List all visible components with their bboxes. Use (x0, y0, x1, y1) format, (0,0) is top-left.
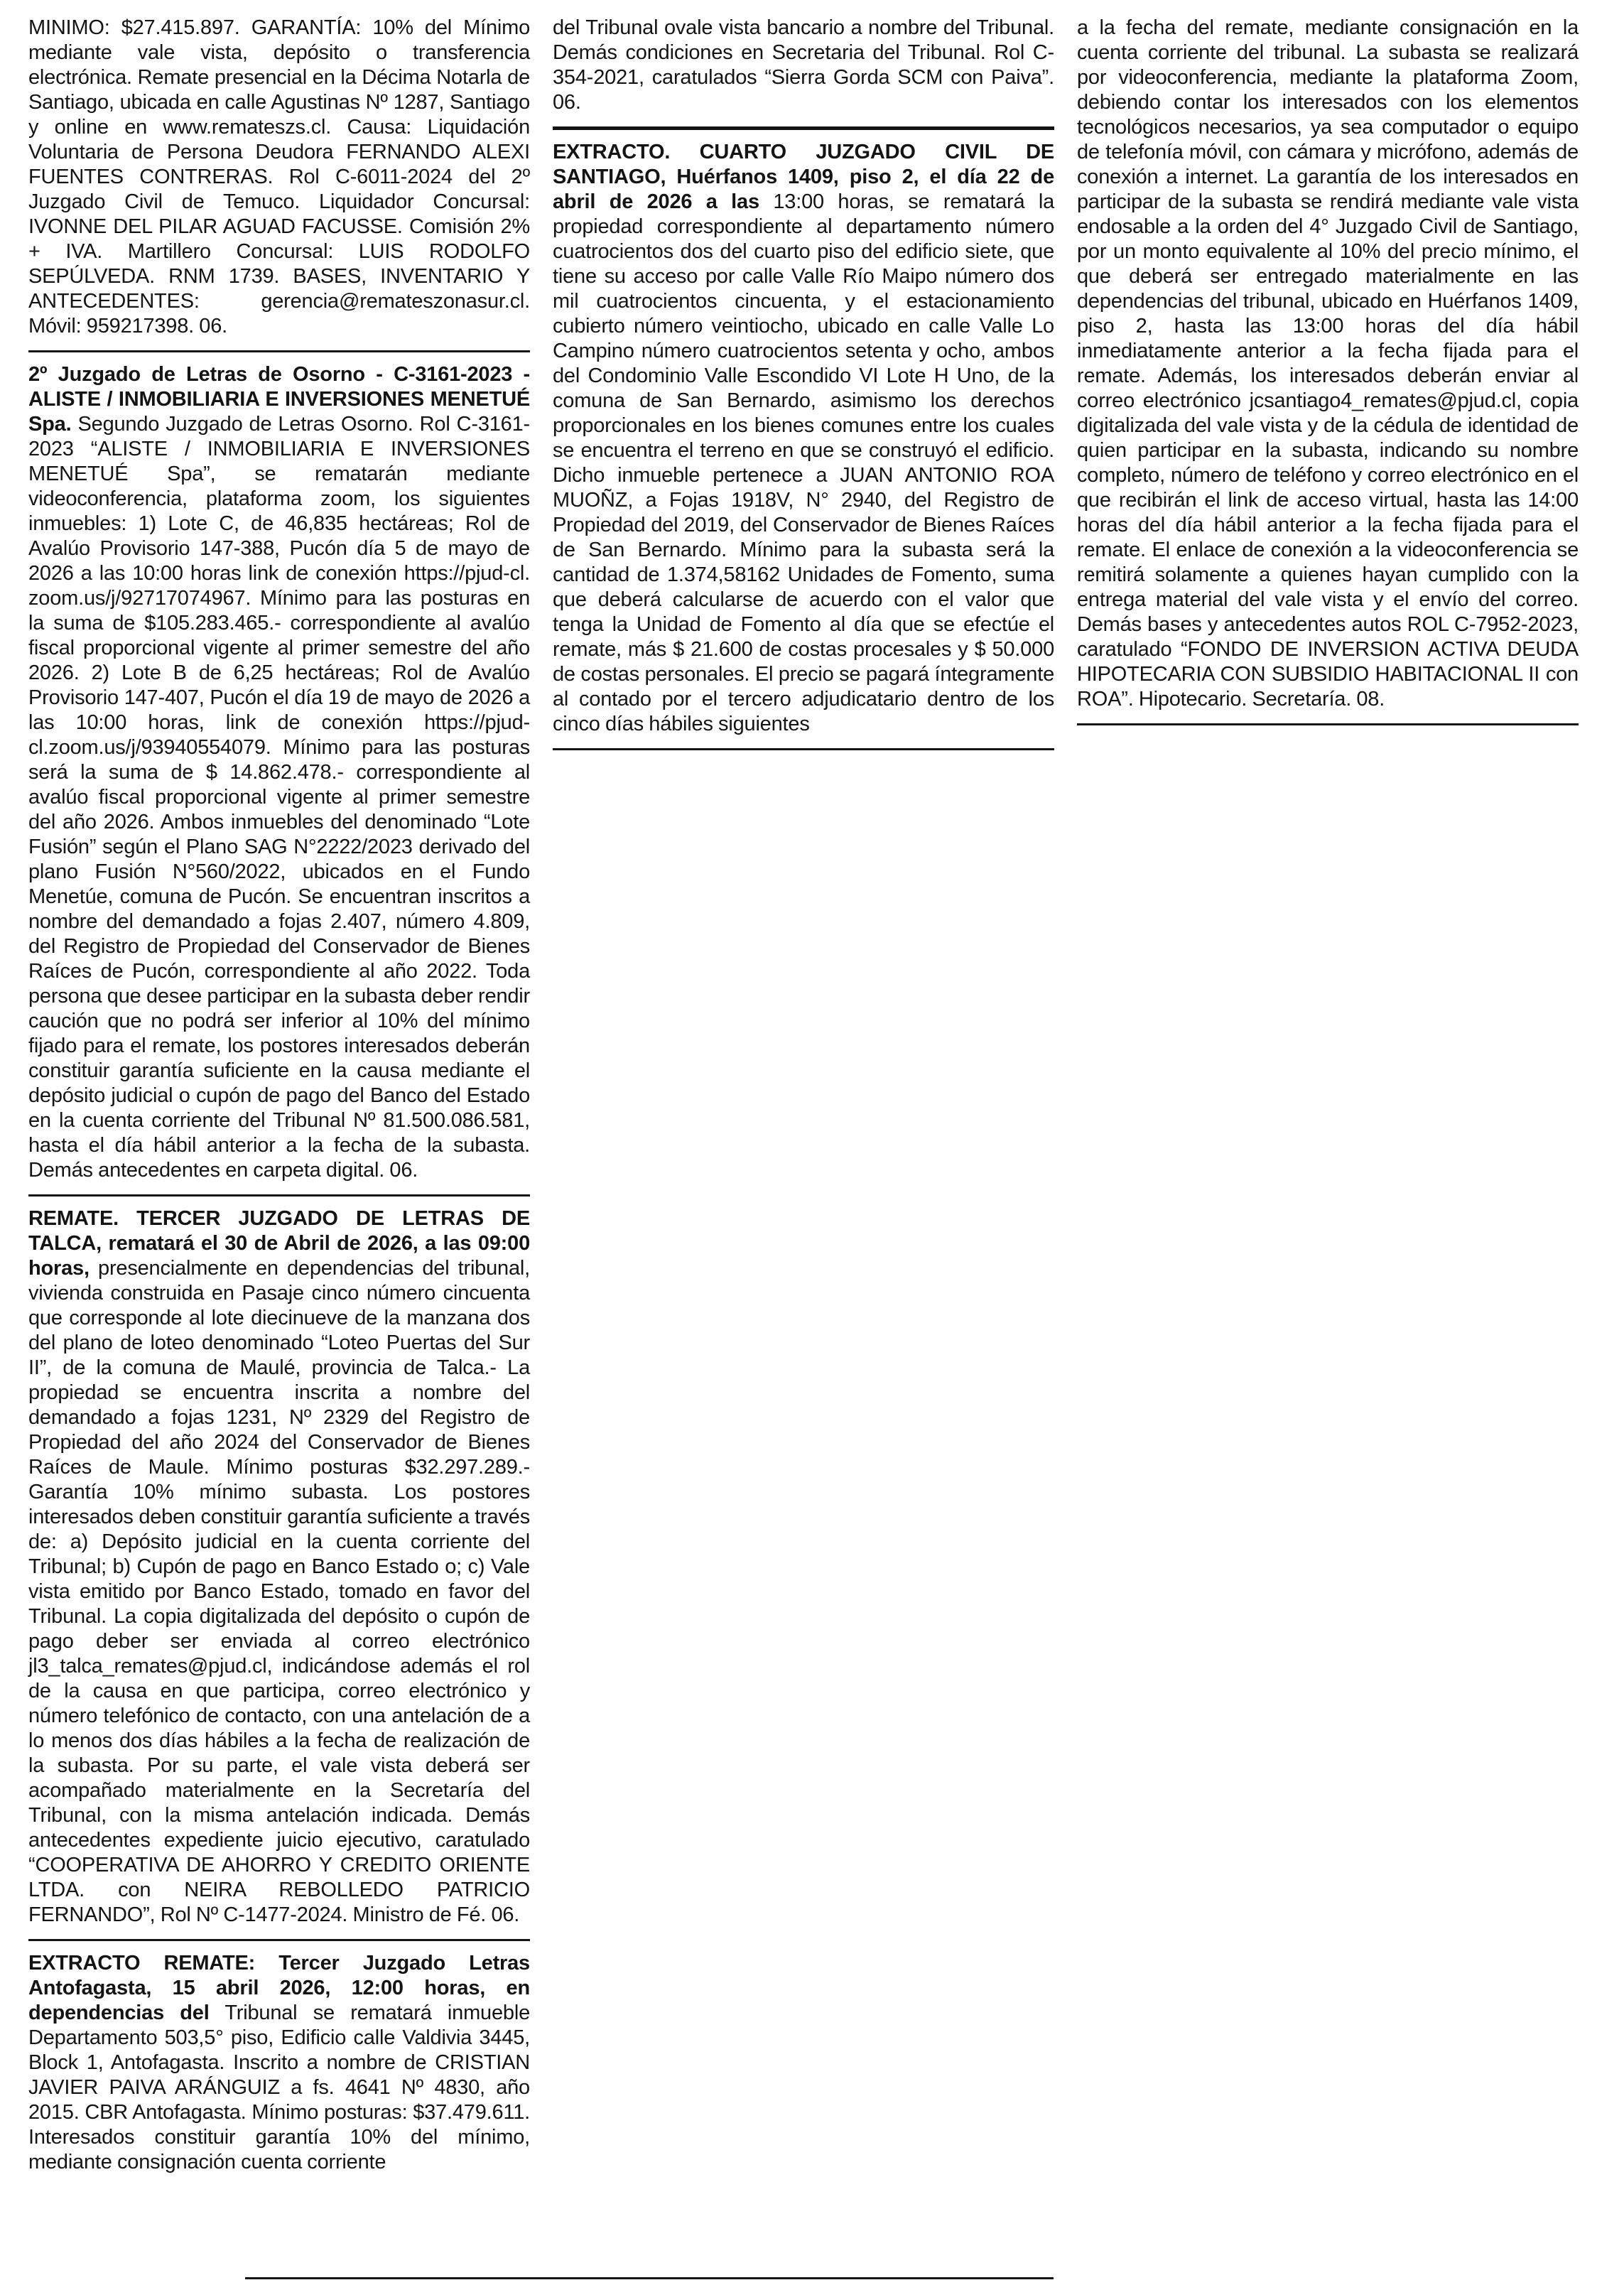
notice-divider-rule (553, 748, 1054, 750)
bottom-section-rule (245, 2277, 1054, 2279)
notice-lead: EXTRACTO. CUARTO JUZGADO CIVIL DE SANTIAGO, Huérfanos 1409, piso 2, el día 22 de abril de 2026 a las (553, 141, 1054, 213)
notice-juzgado-letras-osorno (28, 362, 530, 1183)
notice-lead: 2º Juzgado de Letras de Osorno - C-3161-2023 - ALISTE / INMOBILIARIA E INVERSIONES MENETUÉ Spa. (28, 363, 530, 436)
notice-divider-rule (28, 1194, 530, 1196)
notice-extracto-cuarto-juzgado-santiago (553, 140, 1054, 737)
notice-lead: REMATE. TERCER JUZGADO DE LETRAS DE TALCA, rematará el 30 de Abril de 2026, a las 09:00 horas, (28, 1207, 530, 1280)
notice-divider-rule (28, 1939, 530, 1941)
notice-body: del Tribunal ovale vista bancario a nombre del Tribunal. Demás condiciones en Secretaria del Tribunal. Rol C-354-2021, caratulados “Sierra Gorda SCM con Paiva”. 06. (553, 16, 1054, 114)
notice-body: MINIMO: $27.415.897. GARANTÍA: 10% del Mínimo mediante vale vista, depósito o transferencia electrónica. Remate presencial en la Décima Notarla de Santiago, ubicada en calle Agustinas Nº 1287, Santiago y online en www.remateszs.cl. Causa: Liquidación Voluntaria de Persona Deudora FERNANDO ALEXI FUENTES CONTRERAS. Rol C-6011-2024 del 2º Juzgado Civil de Temuco. Liquidador Concursal: IVONNE DEL PILAR AGUAD FACUSSE. Comisión 2% + IVA. Martillero Concursal: LUIS RODOLFO SEPÚLVEDA. RNM 1739. BASES, INVENTARIO Y ANTECEDENTES: gerencia@remateszonasur.cl. Móvil: 959217398. 06. (28, 16, 530, 337)
notice-divider-rule (1077, 723, 1579, 725)
notice-remate-temuco-liquidacion (28, 16, 530, 339)
notice-antofagasta-continuation (553, 16, 1054, 115)
notice-remate-juzgado-letras-talca (28, 1206, 530, 1928)
column-3 (1077, 16, 1579, 735)
notice-body: a la fecha del remate, mediante consignación en la cuenta corriente del tribunal. La subasta se realizará por videoconferencia, mediante la plataforma Zoom, debiendo contar los interesados con los elementos tecnológicos necesarios, ya sea computador o equipo de telefonía móvil, con cámara y micrófono, además de conexión a internet. La garantía de los interesados en participar de la subasta se rendirá mediante vale vista endosable a la orden del 4° Juzgado Civil de Santiago, por un monto equivalente al 10% del precio mínimo, el que deberá ser entregado materialmente en las dependencias del tribunal, ubicado en Huérfanos 1409, piso 2, hasta las 13:00 horas del día hábil inmediatamente anterior a la fecha fijada para el remate. Además, los interesados deberán enviar al correo electrónico jcsantiago4_remates@pjud.cl, copia digitalizada del vale vista y de la cédula de identidad de quien participar en la subasta, indicando su nombre completo, número de teléfono y correo electrónico en el que recibirán el link de acceso virtual, hasta las 14:00 horas del día hábil anterior a la fecha fijada para el remate. El enlace de conexión a la videoconferencia se remitirá solamente a quienes hayan cumplido con la entrega material del vale vista y el envío del correo. Demás bases y antecedentes autos ROL C-7952-2023, caratulado “FONDO DE INVERSION ACTIVA DEUDA HIPOTECARIA CON SUBSIDIO HABITACIONAL II con ROA”. Hipotecario. Secretaría. 08. (1077, 16, 1579, 711)
notice-extracto-remate-antofagasta (28, 1951, 530, 2175)
notice-body: Segundo Juzgado de Letras Osorno. Rol C-3161-2023 “ALISTE / INMOBILIARIA E INVERSIONES MENETUÉ Spa”, se rematarán mediante videoconferencia, plataforma zoom, los siguientes inmuebles: 1) Lote C, de 46,835 hectáreas; Rol de Avalúo Provisorio 147-388, Pucón día 5 de mayo de 2026 a las 10:00 horas link de conexión https://pjud-cl. zoom.us/j/92717074967. Mínimo para las posturas en la suma de $105.283.465.- correspondiente al avalúo fiscal proporcional vigente al primer semestre del año 2026. 2) Lote B de 6,25 hectáreas; Rol de Avalúo Provisorio 147-407, Pucón el día 19 de mayo de 2026 a las 10:00 horas, link de conexión https://pjud-cl.zoom.us/j/93940554079. Mínimo para las posturas será la suma de $ 14.862.478.- correspondiente al avalúo fiscal proporcional vigente al primer semestre del año 2026. Ambos inmuebles del denominado “Lote Fusión” según el Plano SAG N°2222/2023 derivado del plano Fusión N°560/2022, ubicados en el Fundo Menetúe, comuna de Pucón. Se encuentran inscritos a nombre del demandado a fojas 2.407, número 4.809, del Registro de Propiedad del Conservador de Bienes Raíces de Pucón, correspondiente al año 2022. Toda persona que desee participar en la subasta deber rendir caución que no podrá ser inferior al 10% del mínimo fijado para el remate, los postores interesados deberán constituir garantía suficiente en la causa mediante el depósito judicial o cupón de pago del Banco del Estado en la cuenta corriente del Tribunal Nº 81.500.086.581, hasta el día hábil anterior a la fecha de la subasta. Demás antecedentes en carpeta digital. 06. (28, 413, 530, 1182)
notice-body: presencialmente en dependencias del tribunal, vivienda construida en Pasaje cinco número cincuenta que corresponde al lote diecinueve de la manzana dos del plano de loteo denominado “Loteo Puertas del Sur II”, de la comuna de Maulé, provincia de Talca.- La propiedad se encuentra inscrita a nombre del demandado a fojas 1231, Nº 2329 del Registro de Propiedad del año 2024 del Conservador de Bienes Raíces de Maule. Mínimo posturas $32.297.289.- Garantía 10% mínimo subasta. Los postores interesados deben constituir garantía suficiente a través de: a) Depósito judicial en la cuenta corriente del Tribunal; b) Cupón de pago en Banco Estado o; c) Vale vista emitido por Banco Estado, tomado en favor del Tribunal. La copia digitalizada del depósito o cupón de pago deber ser enviada al correo electrónico jl3_talca_remates@pjud.cl, indicándose además el rol de la causa en que participa, correo electrónico y número telefónico de contacto, con una antelación de a lo menos dos días hábiles a la fecha de realización de la subasta. Por su parte, el vale vista deberá ser acompañado materialmente en la Secretaría del Tribunal, con la misma antelación indicada. Demás antecedentes expediente juicio ejecutivo, caratulado “COOPERATIVA DE AHORRO Y CREDITO ORIENTE LTDA. con NEIRA REBOLLEDO PATRICIO FERNANDO”, Rol Nº C-1477-2024. Ministro de Fé. 06. (28, 1257, 530, 1926)
notice-divider-rule (553, 126, 1054, 130)
column-2 (553, 16, 1054, 760)
column-1 (28, 16, 530, 2175)
notice-lead: EXTRACTO REMATE: Tercer Juzgado Letras Antofagasta, 15 abril 2026, 12:00 horas, en dependencias del (28, 1952, 530, 2024)
notice-santiago-continuation (1077, 16, 1579, 712)
notice-body: Tribunal se rematará inmueble Departamento 503,5° piso, Edificio calle Valdivia 3445, Block 1, Antofagasta. Inscrito a nombre de CRISTIAN JAVIER PAIVA ARÁNGUIZ a fs. 4641 Nº 4830, año 2015. CBR Antofagasta. Mínimo posturas: $37.479.611. Interesados constituir garantía 10% del mínimo, mediante consignación cuenta corriente (28, 2002, 530, 2173)
notice-divider-rule (28, 350, 530, 352)
notice-body: 13:00 horas, se rematará la propiedad correspondiente al departamento número cuatrocientos dos del cuarto piso del edificio siete, que tiene su acceso por calle Valle Río Maipo número dos mil cuatrocientos cincuenta, y el estacionamiento cubierto número veintiocho, ubicado en calle Valle Lo Campino número cuatrocientos setenta y ocho, ambos del Condominio Valle Escondido VI Lote H Uno, de la comuna de San Bernardo, asimismo los derechos proporcionales en los bienes comunes entre los cuales se encuentra el terreno en que se construyó el edificio. Dicho inmueble pertenece a JUAN ANTONIO ROA MUOÑZ, a Fojas 1918V, N° 2940, del Registro de Propiedad del 2019, del Conservador de Bienes Raíces de San Bernardo. Mínimo para la subasta será la cantidad de 1.374,58162 Unidades de Fomento, suma que deberá calcularse de acuerdo con el valor que tenga la Unidad de Fomento al día que se efectúe el remate, más $ 21.600 de costas procesales y $ 50.000 de costas personales. El precio se pagará íntegramente al contado por el tercero adjudicatario dentro de los cinco días hábiles siguientes (553, 190, 1055, 735)
